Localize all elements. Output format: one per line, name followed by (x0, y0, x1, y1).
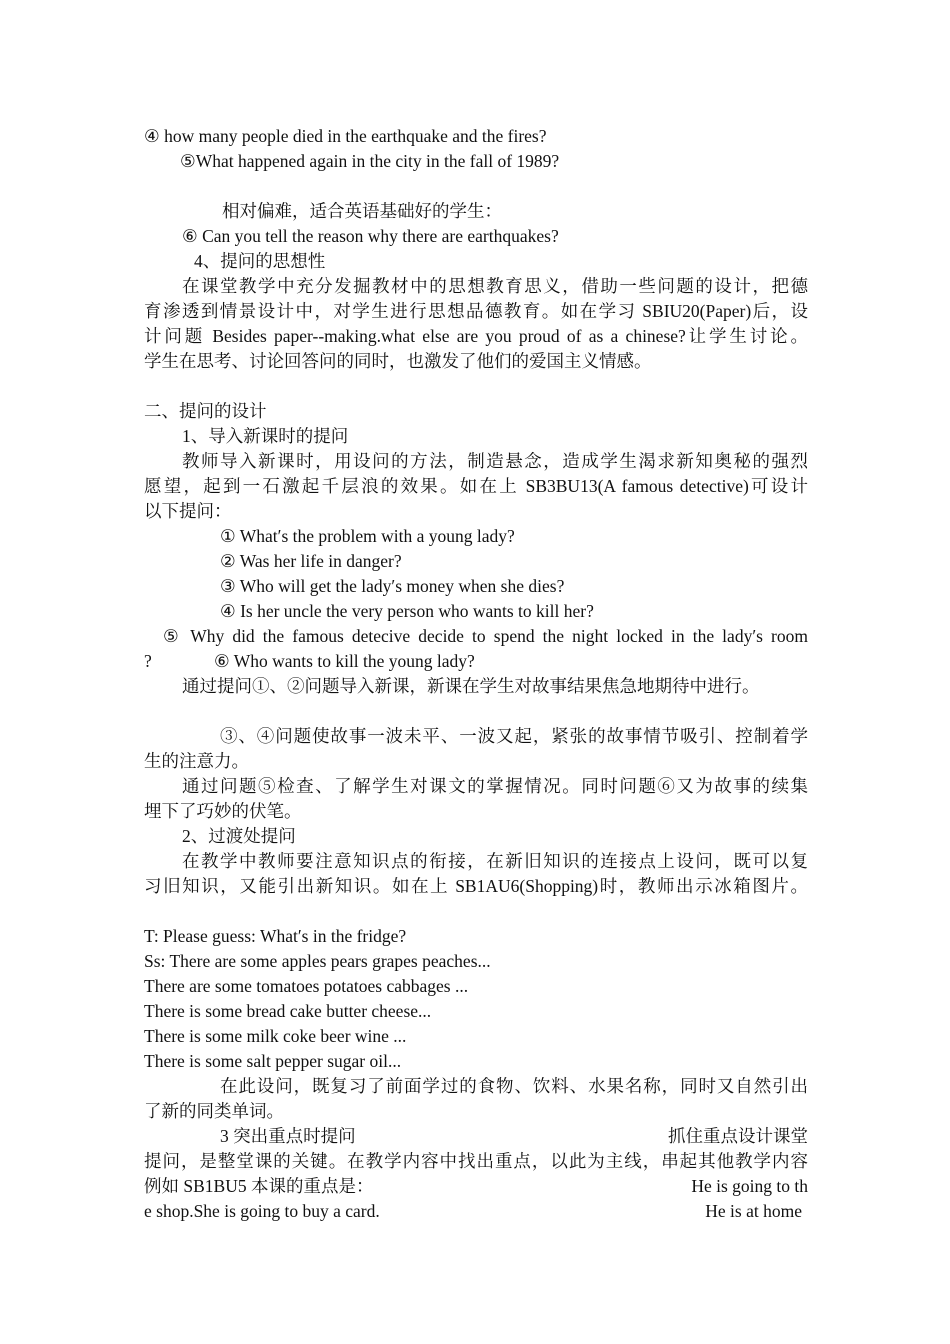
list-item-continued (144, 649, 808, 673)
paragraph-line: 提问，是整堂课的关键。在教学内容中找出重点，以此为主线，串起其他教学内容 (144, 1151, 808, 1171)
section-heading-2: 2、过渡处提问 (182, 826, 296, 846)
section-heading-3: 3 突出重点时提问 (220, 1126, 356, 1146)
list-item: ⑤ Why did the famous detecive decide to spend the night locked in the lady′s room (163, 626, 808, 646)
example-sentence: He is going to th (691, 1176, 808, 1196)
dialogue-line: There are some tomatoes potatoes cabbages ... (144, 976, 469, 996)
example-sentence: e shop.She is going to buy a card. (144, 1201, 380, 1221)
question-mark: ? (144, 651, 152, 671)
list-item: ⑥ Who wants to kill the young lady? (214, 651, 475, 671)
paragraph-line: 愿望，起到一石激起千层浪的效果。如在上 SB3BU13(A famous detective)可设计 (144, 476, 808, 496)
paragraph-line (144, 1199, 802, 1223)
paragraph-fragment: 例如 SB1BU5 本课的重点是： (144, 1176, 374, 1196)
paragraph-line: 教师导入新课时，用设问的方法，制造悬念，造成学生渴求新知奥秘的强烈 (182, 451, 808, 471)
chapter-heading: 二、提问的设计 (144, 401, 267, 421)
section-heading-1: 1、导入新课时的提问 (182, 426, 349, 446)
paragraph-line: 通过提问①、②问题导入新课，新课在学生对故事结果焦急地期待中进行。 (182, 676, 760, 696)
paragraph-fragment: 抓住重点设计课堂 (668, 1126, 808, 1146)
dialogue-line: There is some salt pepper sugar oil... (144, 1051, 402, 1071)
paragraph-line: 在此设问，既复习了前面学过的食物、饮料、水果名称，同时又自然引出 (220, 1076, 808, 1096)
list-item: ② Was her life in danger? (220, 551, 402, 571)
section-heading-4: 4、提问的思想性 (194, 251, 326, 271)
list-item: ④ Is her uncle the very person who wants to kill her? (220, 601, 594, 621)
dialogue-line: Ss: There are some apples pears grapes peaches... (144, 951, 491, 971)
question-5: ⑤What happened again in the city in the fall of 1989? (180, 151, 560, 171)
section-line-3 (220, 1124, 808, 1148)
paragraph-line: 在教学中教师要注意知识点的衔接，在新旧知识的连接点上设问，既可以复 (182, 851, 808, 871)
example-sentence: He is at home (705, 1201, 802, 1221)
paragraph-line: 埋下了巧妙的伏笔。 (144, 801, 302, 821)
paragraph-line: 在课堂教学中充分发掘教材中的思想教育思义，借助一些问题的设计，把德 (182, 276, 808, 296)
dialogue-line: T: Please guess: What′s in the fridge? (144, 926, 407, 946)
paragraph-line: 生的注意力。 (144, 751, 249, 771)
paragraph-line: 以下提问： (144, 501, 232, 521)
paragraph-line: ③、④问题使故事一波未平、一波又起，紧张的故事情节吸引、控制着学 (220, 726, 808, 746)
paragraph-line: 育渗透到情景设计中，对学生进行思想品德教育。如在学习 SBIU20(Paper)后，设 (144, 301, 808, 321)
paragraph-line: 习旧知识，又能引出新知识。如在上 SB1AU6(Shopping)时，教师出示冰箱图片。 (144, 876, 808, 896)
paragraph-line (144, 1174, 808, 1198)
list-item: ③ Who will get the lady′s money when she dies? (220, 576, 565, 596)
list-item: ① What′s the problem with a young lady? (220, 526, 515, 546)
paragraph-line: 了新的同类单词。 (144, 1101, 284, 1121)
dialogue-line: There is some bread cake butter cheese... (144, 1001, 432, 1021)
paragraph-line: 学生在思考、讨论回答问的同时，也激发了他们的爱国主义情感。 (144, 351, 652, 371)
paragraph-line: 计问题 Besides paper--making.what else are you proud of as a chinese?让学生讨论。 (144, 326, 808, 346)
question-4: ④ how many people died in the earthquake and the fires? (144, 126, 547, 146)
question-6: ⑥ Can you tell the reason why there are earthquakes? (182, 226, 559, 246)
difficulty-note: 相对偏难，适合英语基础好的学生： (222, 201, 502, 221)
paragraph-line: 通过问题⑤检查、了解学生对课文的掌握情况。同时问题⑥又为故事的续集 (182, 776, 808, 796)
dialogue-line: There is some milk coke beer wine ... (144, 1026, 407, 1046)
